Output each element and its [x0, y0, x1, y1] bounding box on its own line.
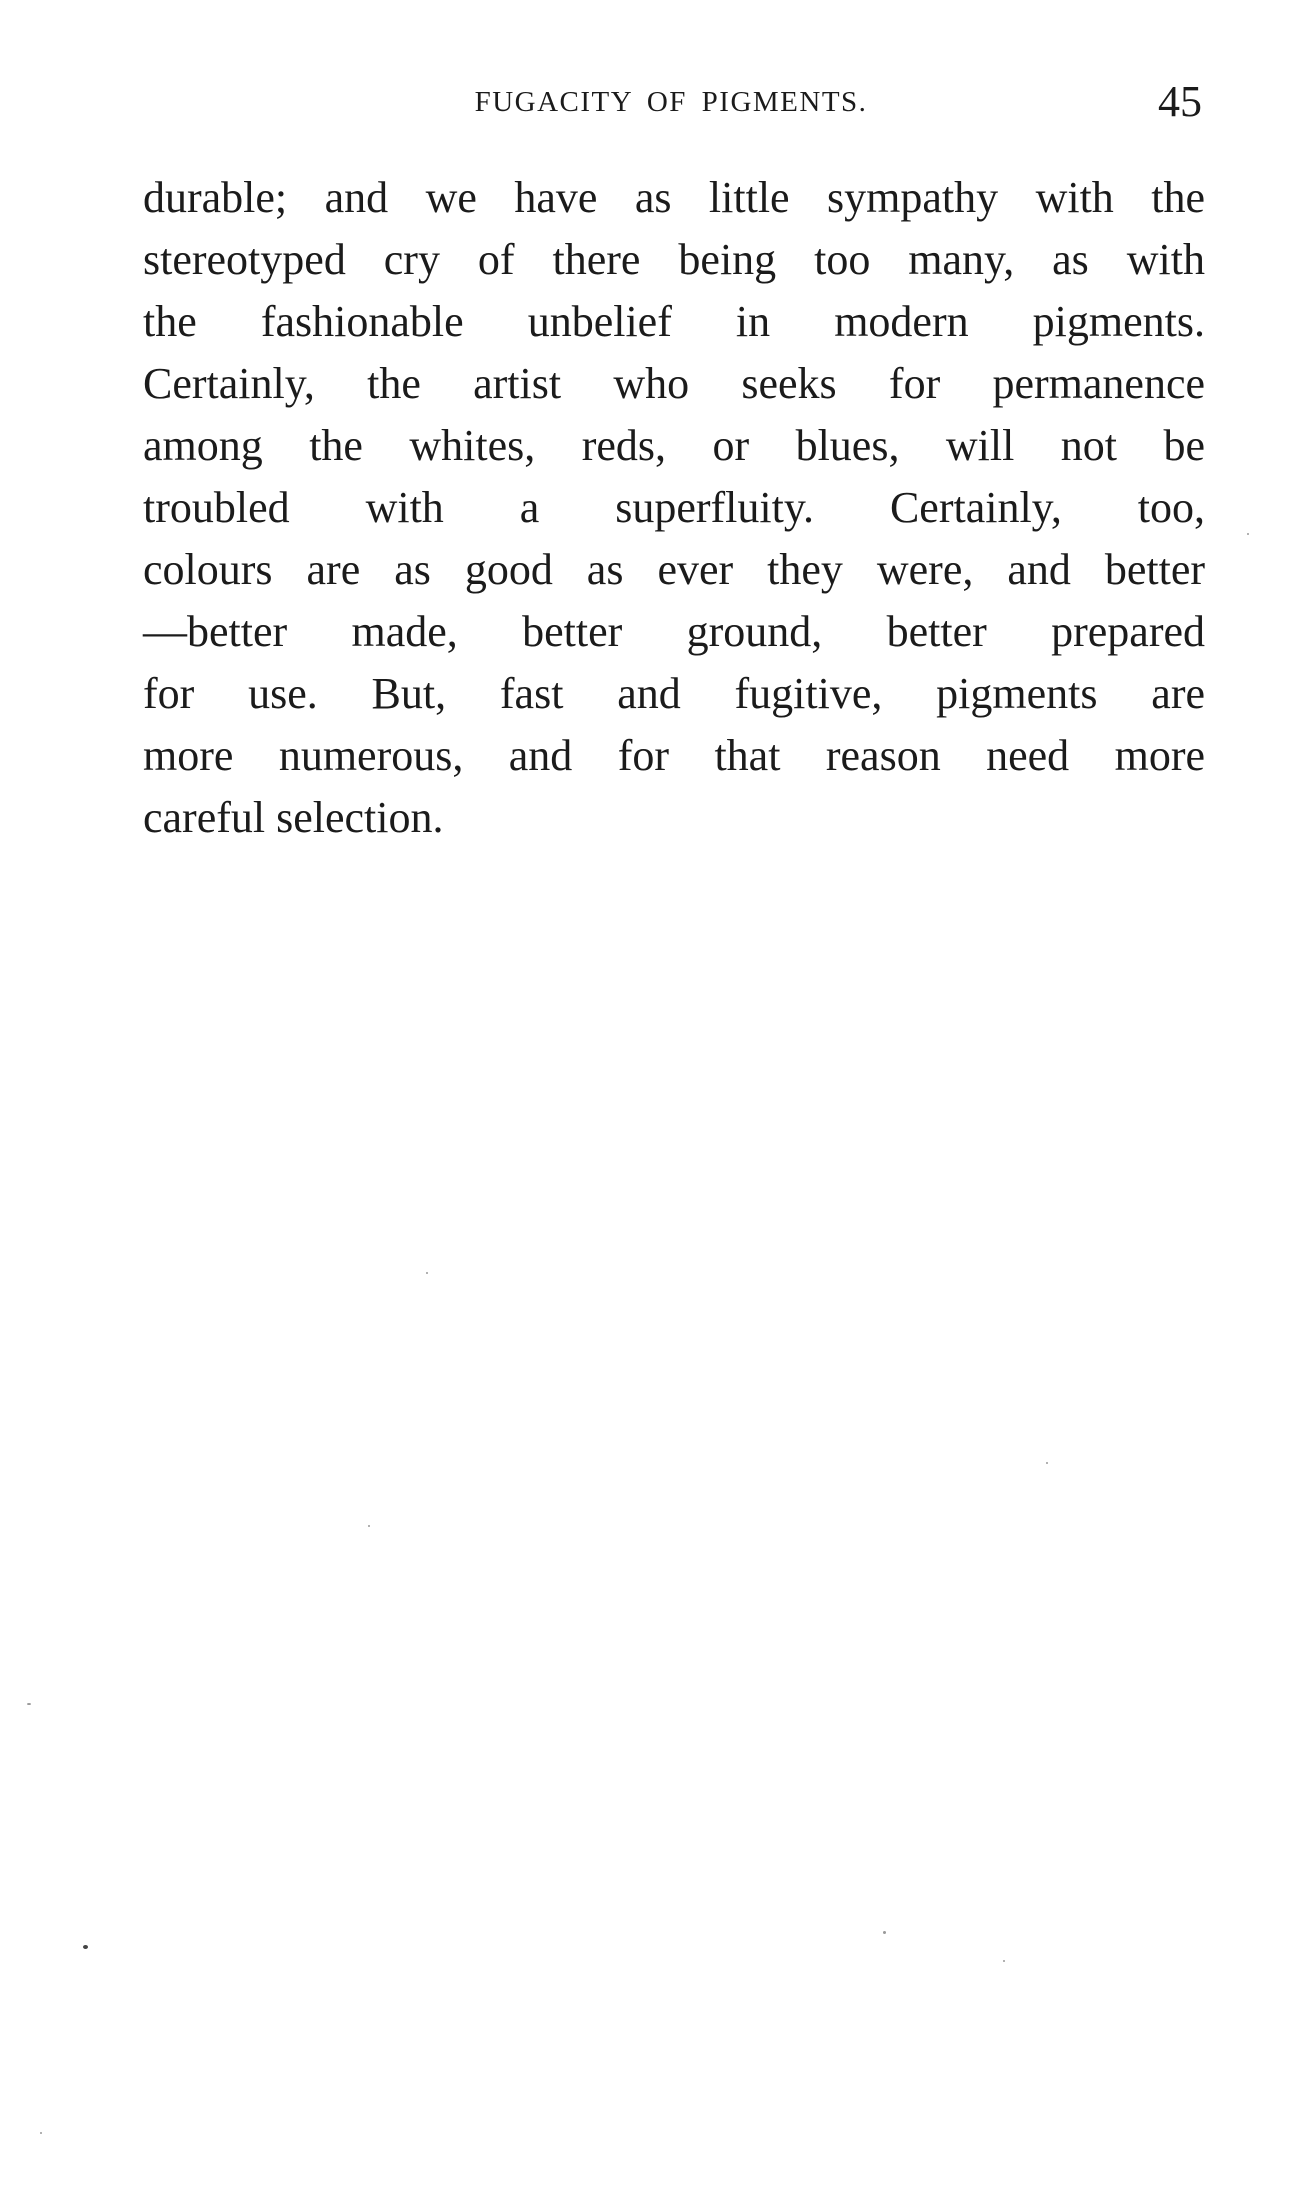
- page-number: 45: [1158, 77, 1202, 126]
- paper-speck: [1046, 1462, 1048, 1464]
- text-line: durable; and we have as little sympathy with the: [143, 173, 1205, 222]
- text-line: careful selection.: [143, 793, 444, 842]
- text-line: —better made, better ground, better prepared: [143, 607, 1205, 656]
- body-paragraph: [143, 167, 1205, 849]
- paper-speck: [1247, 533, 1249, 535]
- text-line: the fashionable unbelief in modern pigments.: [143, 297, 1205, 346]
- paper-speck: [883, 1931, 886, 1934]
- text-line: more numerous, and for that reason need more: [143, 731, 1205, 780]
- paper-speck: [40, 2132, 42, 2134]
- text-line: troubled with a superfluity. Certainly, too,: [143, 483, 1205, 532]
- paper-speck: [1003, 1960, 1005, 1962]
- text-line: colours are as good as ever they were, and better: [143, 545, 1205, 594]
- text-line: among the whites, reds, or blues, will not be: [143, 421, 1205, 470]
- paper-speck: [368, 1525, 370, 1527]
- text-line: stereotyped cry of there being too many, as with: [143, 235, 1205, 284]
- text-line: for use. But, fast and fugitive, pigments are: [143, 669, 1205, 718]
- paper-speck: [83, 1945, 88, 1949]
- paper-speck: [27, 1703, 31, 1705]
- text-line: Certainly, the artist who seeks for permanence: [143, 359, 1205, 408]
- running-title: FUGACITY OF PIGMENTS.: [474, 86, 868, 118]
- running-head: [140, 78, 1202, 128]
- paper-speck: [426, 1272, 428, 1274]
